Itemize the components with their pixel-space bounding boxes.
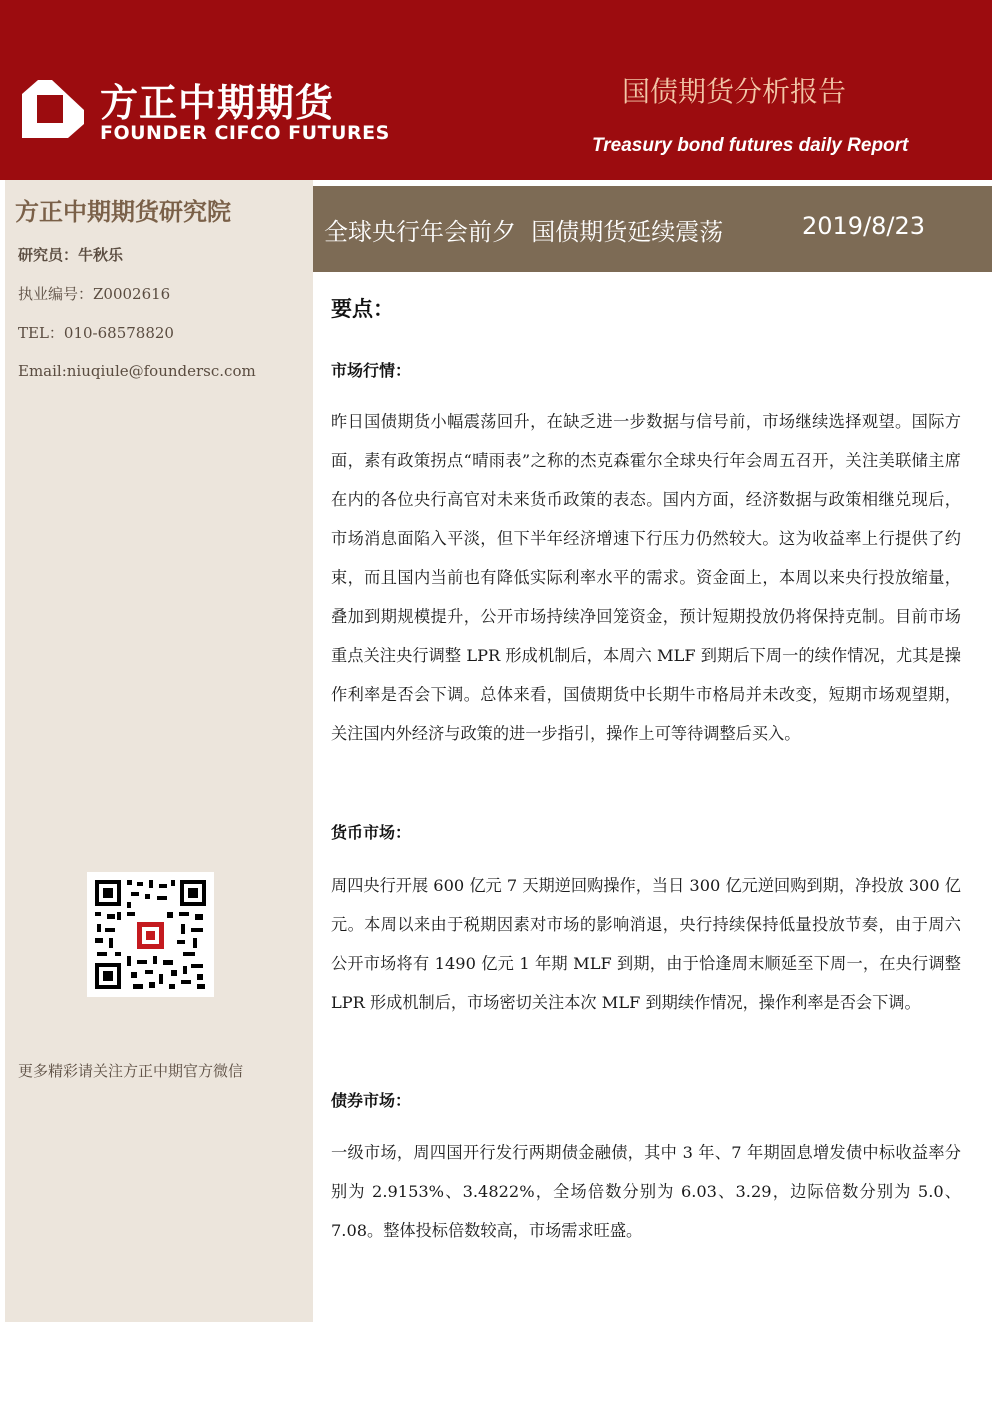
report-title: 国债期货分析报告 [622,75,847,108]
key-points-heading: 要点： [331,297,394,321]
report-subtitle: Treasury bond futures daily Report [592,135,909,156]
report-headline: 全球央行年会前夕 国债期货延续震荡 [324,218,724,246]
sidebar [5,180,313,1322]
market-paragraph: 昨日国债期货小幅震荡回升，在缺乏进一步数据与信号前，市场继续选择观望。国际方面，素有政策拐点“晴雨表”之称的杰克森霍尔全球央行年会周五召开，关注美联储主席在内的各位央行高官对未来货币政策的表态。国内方面，经济数据与政策相继兑现后，市场消息面陷入平淡，但下半年经济增速下行压力仍然较大。这为收益率上行提供了约束，而且国内当前也有降低实际利率水平的需求。资金面上，本周以来央行投放缩量，叠加到期规模提升，公开市场持续净回笼资金，预计短期投放仍将保持克制。目前市场重点关注央行调整 LPR 形成机制后，本周六 MLF 到期后下周一的续作情况，尤其是操作利率是否会下调。总体来看，国债期货中长期牛市格局并未改变，短期市场观望期，关注国内外经济与政策的进一步指引，操作上可等待调整后买入。 [331,412,961,743]
bond-market-paragraph: 一级市场，周四国开行发行两期债金融债，其中 3 年、7 年期固息增发债中标收益率分别为 2.9153%、3.4822%，全场倍数分别为 6.03、3.29，边际倍数分别为 5.0、7.08。整体投标倍数较高，市场需求旺盛。 [331,1143,961,1240]
report-date: 2019/8/23 [802,212,926,240]
phone-number: TEL：010-68578820 [18,324,174,342]
researcher-name: 研究员：牛秋乐 [18,246,124,264]
qr-caption: 更多精彩请关注方正中期官方微信 [18,1062,244,1080]
money-market-heading: 货币市场： [331,823,412,842]
market-heading: 市场行情： [331,361,412,380]
bond-market-heading: 债券市场： [331,1091,412,1110]
report-header [0,0,992,180]
institute-name: 方正中期期货研究院 [15,198,231,226]
license-number: 执业编号：Z0002616 [18,285,171,303]
email-address[interactable]: Email:niuqiule@foundersc.com [18,362,256,380]
founder-logo-icon [22,80,84,138]
logo-chinese-name: 方正中期期货 [100,81,335,125]
logo-english-name: FOUNDER CIFCO FUTURES [100,122,390,144]
wechat-qr-code [87,872,214,997]
money-market-paragraph: 周四央行开展 600 亿元 7 天期逆回购操作，当日 300 亿元逆回购到期，净投放 300 亿元。本周以来由于税期因素对市场的影响消退，央行持续保持低量投放节奏，由于周六公开市场将有 1490 亿元 1 年期 MLF 到期，由于恰逢周末顺延至下周一，在央行调整 LPR 形成机制后，市场密切关注本次 MLF 到期续作情况，操作利率是否会下调。 [331,876,961,1012]
